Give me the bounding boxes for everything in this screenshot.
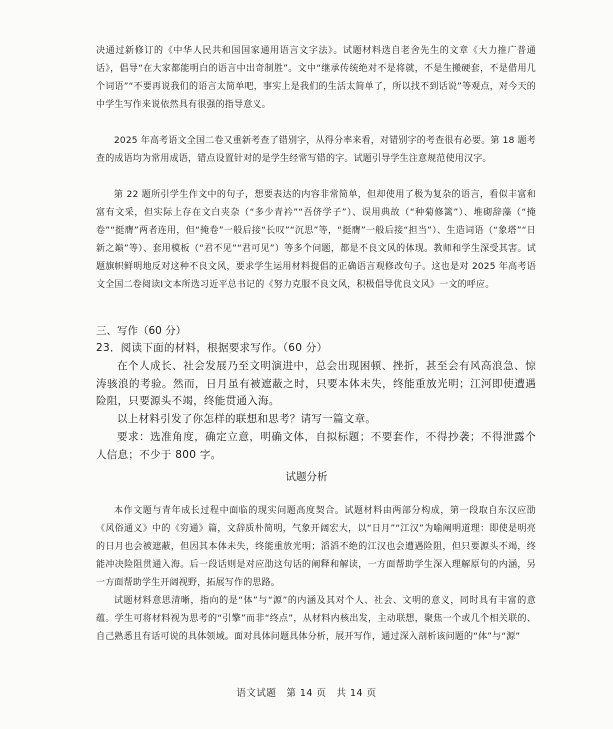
analysis-paragraph-1: 本作文题与青年成长过程中面临的现实问题高度契合。试题材料由两部分构成，第一段取自东汉应劭《风俗通义》中的《穷通》篇，文辞质朴简明，气象开阔宏大，以“日月”“江汉”为喻阐明道理：即使是明亮的日月也会被遮蔽，但因其本体未失，终能重放光明；滔滔不绝的江汉也会遭遇险阻，但只要源头不竭，终能冲决险阻贯通入海。后一段话则是对应劭这句话的阐释和解读，一方面帮助学生深入理解原句的内涵，另一方面帮助学生开阔视野，拓展写作的思路。 — [96, 506, 536, 588]
writing-material: 在个人成长、社会发展乃至文明演进中，总会出现困顿、挫折，甚至会有风高浪急、惊涛骇浪的考验。然而，日月虽有被遮蔽之时，只要本体未失，终能重放光明；江河即使遭遇险阻，只要源头不竭，终能贯通入海。 — [96, 360, 536, 407]
analysis-paragraph-2: 试题材料意思清晰，指向的是“体”与“源”的内涵及其对个人、社会、文明的意义，同时具有丰富的意蕴。学生可将材料视为思考的“引擎”而非“终点”，从材料内核出发，主动联想，聚焦一个或几个相关联的、自己熟悉且有话可说的具体领域。面对具体问题具体分析，展开写作，通过深入剖析该问题的“体”与“源” — [96, 596, 536, 642]
question-23: 23．阅读下面的材料，根据要求写作。（60 分） — [96, 342, 328, 354]
writing-prompt: 以上材料引发了你怎样的联想和思考？请写一篇文章。 — [117, 413, 377, 425]
section-title-writing: 三、写作（60 分） — [96, 325, 187, 337]
writing-requirements: 要求：选准角度，确定立意，明确文体，自拟标题；不要套作，不得抄袭；不得泄露个人信息；不少于 800 字。 — [96, 431, 536, 461]
paragraph-question-22: 第 22 题所引学生作文中的句子，想要表达的内容非常简单，但却使用了极为复杂的语言，看似丰富和富有文采，但实际上存在文白夹杂（“多少青衿”“吾侪学子”）、误用典故（“种菊修篱”）、堆砌辞藻（“掩卷”“挺膺”两者连用，但“掩卷”一般后接“长叹”“沉思”等，“挺膺”一般后接“担当”）、生造词语（“象塔”“日新之巅”等）、套用模板（“君不见”“君可见”）等多个问题，都是不良文风的体现。教师和学生深受其害。试题旗帜鲜明地反对这种不良文风，要求学生运用材料提倡的正确语言观修改句子。这也是对 2025 年高考语文全国二卷阅读Ⅰ文本所选习近平总书记的《努力克服不良文风，积极倡导优良文风》一文的呼应。 — [96, 190, 536, 290]
paragraph-typo-question: 2025 年高考语文全国二卷又重新考查了错别字，从得分率来看，对错别字的考查很有必要。第 18 题考查的成语均为常用成语，错点设置针对的是学生经常写错的字。试题引导学生注意规范使用汉字。 — [96, 136, 536, 164]
paragraph-language-law: 决通过新修订的《中华人民共和国国家通用语言文字法》。试题材料选自老舍先生的文章《大力推广普通话》，倡导“在大家都能明白的语言中出奇制胜”。文中“继承传统绝对不是将就，不是生搬硬套，不是借用几个词语”“不要再说我们的语言太简单吧，事实上是我们的生活太简单了，所以找不到话说”等观点，对今天的中学生写作来说依然具有很强的指导意义。 — [96, 46, 536, 110]
analysis-title: 试题分析 — [285, 471, 328, 483]
page-footer: 语文试题 第 14 页 共 14 页 — [236, 688, 377, 699]
